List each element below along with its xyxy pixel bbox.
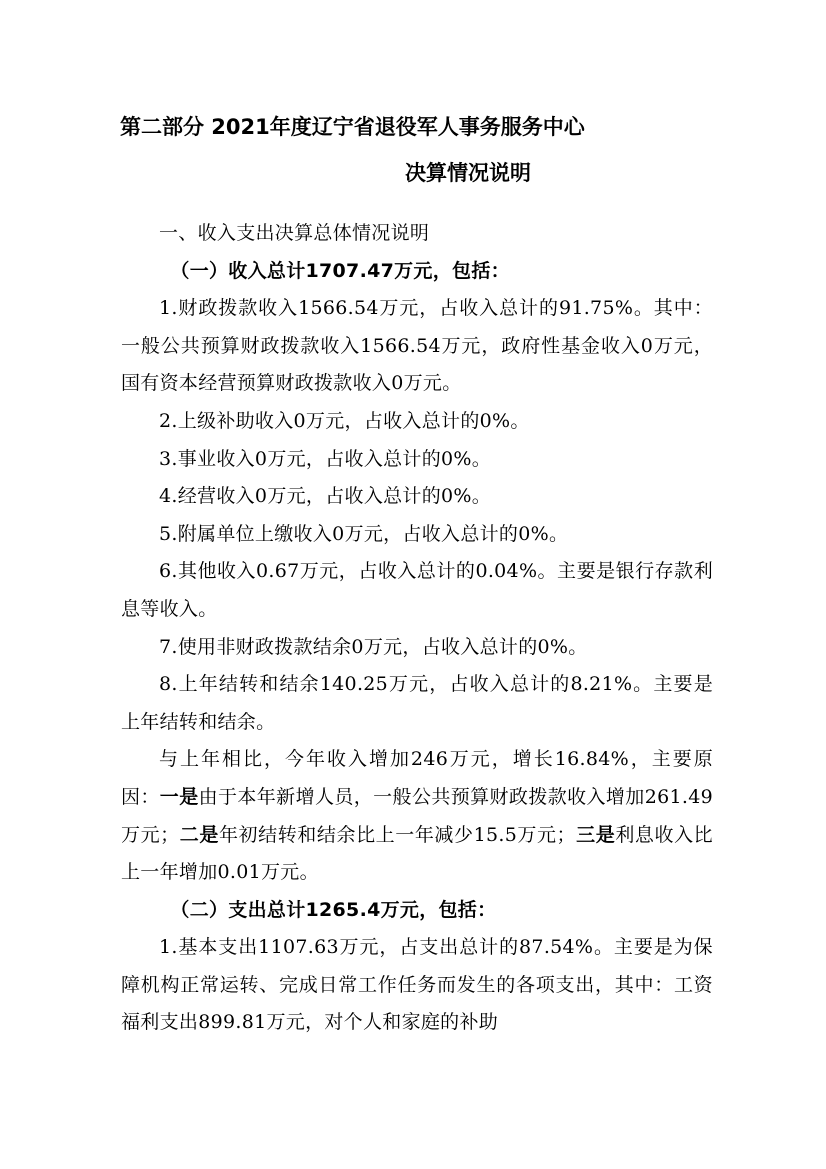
income-heading: （一）收入总计1707.47万元，包括： — [170, 259, 510, 282]
document-title — [120, 104, 780, 196]
income-item-5: 5.附属单位上缴收入0万元，占收入总计的0%。 — [159, 522, 569, 545]
comparison-intro: 与上年相比，今年收入增加246万元，增长16.84%，主要原因： — [121, 748, 713, 808]
income-item-8: 8.上年结转和结余140.25万元，占收入总计的8.21%。主要是上年结转和结余。 — [121, 673, 713, 733]
income-item-7: 7.使用非财政拨款结余0万元，占收入总计的0%。 — [159, 635, 588, 658]
income-comparison — [121, 741, 713, 891]
section-heading: 一、收入支出决算总体情况说明 — [159, 222, 430, 244]
document-body — [121, 215, 713, 1042]
reason-2-text: 年初结转和结余比上一年减少15.5万元； — [218, 823, 576, 846]
title-line-1: 第二部分 2021年度辽宁省退役军人事务服务中心 — [120, 115, 585, 139]
reason-3-label: 三是 — [575, 823, 616, 846]
reason-2-label: 二是 — [179, 823, 219, 846]
income-item-4: 4.经营收入0万元，占收入总计的0%。 — [159, 485, 492, 508]
title-line-2: 决算情况说明 — [405, 161, 531, 185]
reason-1-text: 由于本年新增人员，一般公共预算财政拨款收入增加261.49万元； — [121, 785, 713, 846]
reason-3-text: 利息收入比上一年增加0.01万元。 — [121, 823, 713, 884]
expense-heading: （二）支出总计1265.4万元，包括： — [170, 898, 497, 921]
reason-1-label: 一是 — [159, 785, 199, 808]
income-item-3: 3.事业收入0万元，占收入总计的0%。 — [159, 447, 492, 470]
income-item-1: 1.财政拨款收入1566.54万元，占收入总计的91.75%。其中：一般公共预算财政拨款收入1566.54万元，政府性基金收入0万元，国有资本经营预算财政拨款收入0万元。 — [121, 297, 713, 395]
expense-item-1: 1.基本支出1107.63万元，占支出总计的87.54%。主要是为保障机构正常运转、完成日常工作任务而发生的各项支出，其中：工资福利支出899.81万元，对个人和家庭的补助 — [121, 936, 713, 1034]
income-item-6: 6.其他收入0.67万元，占收入总计的0.04%。主要是银行存款利息等收入。 — [121, 560, 713, 620]
income-item-2: 2.上级补助收入0万元，占收入总计的0%。 — [159, 409, 530, 432]
